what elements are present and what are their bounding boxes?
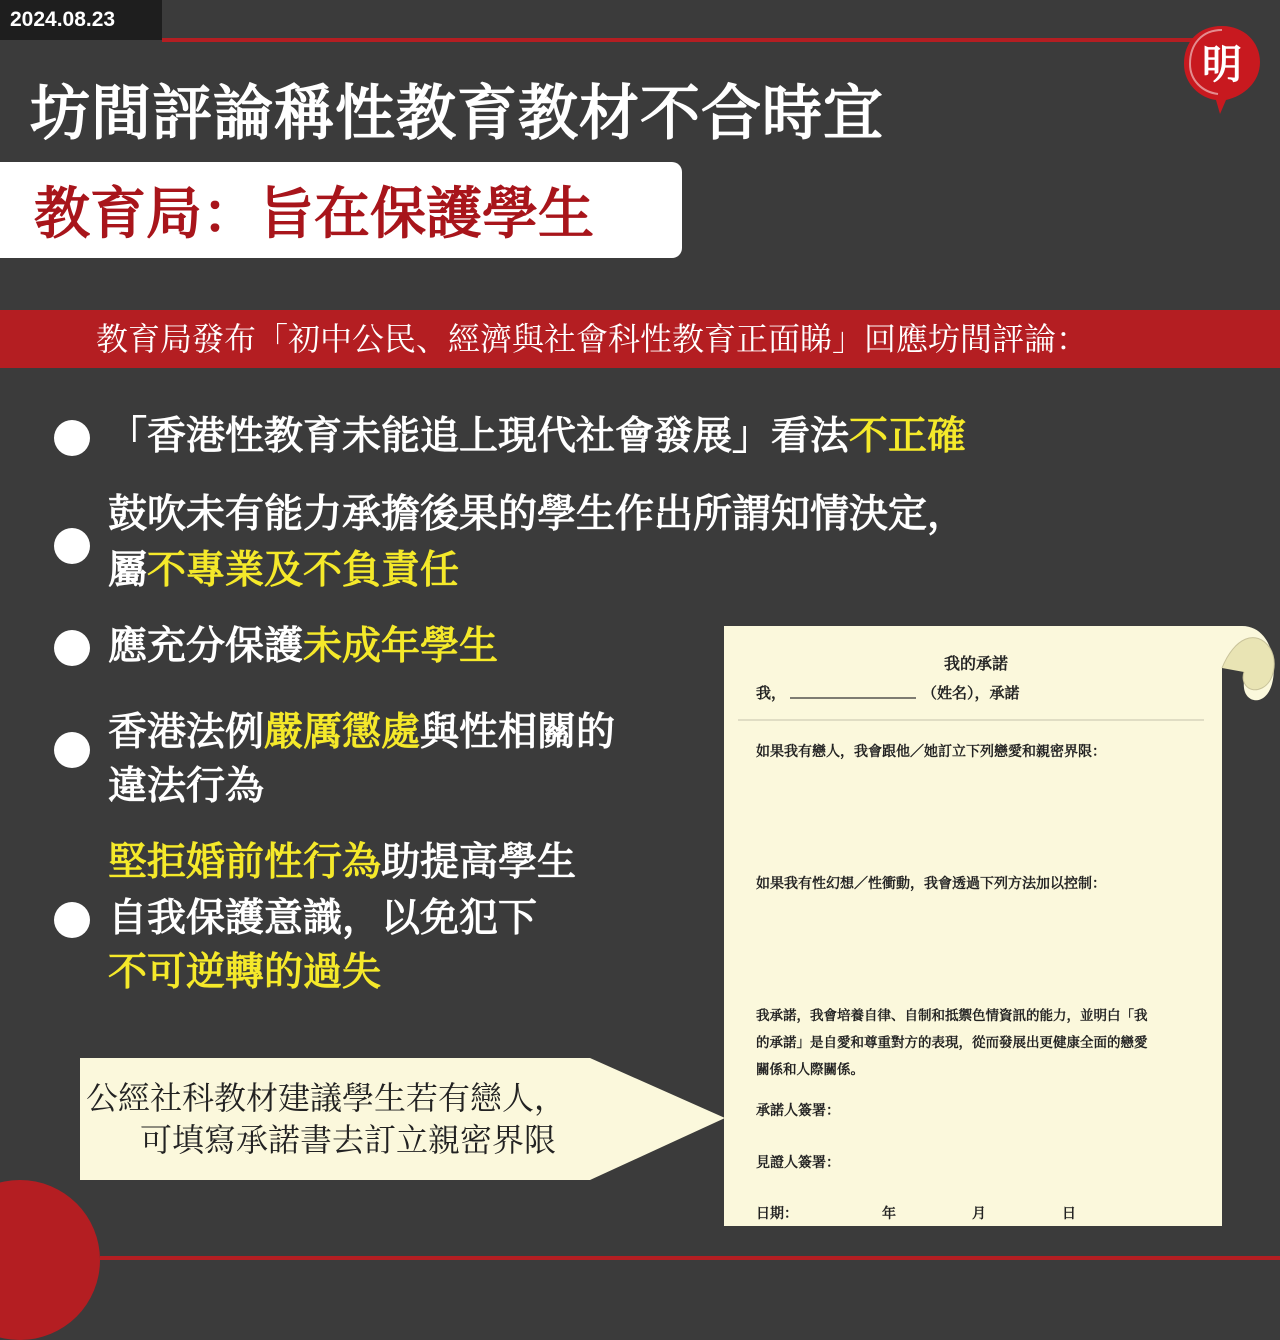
- page-subtitle: 教育局：旨在保護學生: [34, 182, 594, 247]
- logo-char: 明: [1202, 42, 1242, 88]
- pledge-day-label: 日: [1062, 1206, 1076, 1222]
- point-4-highlight: 嚴厲懲處: [264, 710, 421, 755]
- pledge-year-label: 年: [882, 1206, 896, 1222]
- point-5-line-3: 不可逆轉的過失: [108, 950, 382, 995]
- pledge-month-label: 月: [972, 1206, 986, 1222]
- point-4-text-post: 與性相關的: [420, 710, 616, 755]
- point-4-text: 香港法例: [108, 710, 265, 755]
- pledge-question-2: 如果我有性幻想／性衝動，我會透過下列方法加以控制：: [756, 876, 1106, 892]
- point-3: [108, 620, 498, 674]
- brand-logo: [1180, 20, 1264, 116]
- bullet-icon: [54, 528, 90, 564]
- bullet-icon: [54, 420, 90, 456]
- bullet-icon: [54, 732, 90, 768]
- pledge-question-1: 如果我有戀人，我會跟他／她訂立下列戀愛和親密界限：: [756, 744, 1106, 760]
- point-2-highlight: 不專業及不負責任: [147, 548, 460, 593]
- point-1: [108, 410, 966, 464]
- bullet-icon: [54, 902, 90, 938]
- callout-line-1: 公經社科教材建議學生若有戀人，: [86, 1079, 567, 1117]
- pledge-name-prefix: 我，: [756, 684, 787, 702]
- pledge-promise-line-2: 的承諾」是自愛和尊重對方的表現，從而發展出更健康全面的戀愛: [756, 1035, 1148, 1051]
- point-2-text: 屬: [108, 548, 148, 593]
- pledge-title: 我的承諾: [944, 654, 1009, 673]
- pledge-witness-label: 見證人簽署：: [756, 1155, 840, 1171]
- point-1-text: 「香港性教育未能追上現代社會發展」看法: [108, 414, 850, 459]
- pledge-date-label: 日期：: [756, 1206, 798, 1222]
- decorative-red-circle: [0, 1180, 100, 1340]
- point-2-line-1: 鼓吹未有能力承擔後果的學生作出所謂知情決定，: [108, 492, 967, 537]
- page-title: 坊間評論稱性教育教材不合時宜: [30, 79, 884, 149]
- date-label: 2024.08.23: [0, 0, 162, 40]
- point-3-highlight: 未成年學生: [303, 624, 499, 669]
- point-2-line-2: [108, 544, 459, 598]
- pledge-name-suffix: （姓名），承諾: [922, 684, 1020, 702]
- point-5-line-2: 自我保護意識，以免犯下: [108, 896, 538, 941]
- callout-arrow-box: [80, 1058, 740, 1180]
- point-4-line-2: 違法行為: [108, 764, 265, 809]
- pledge-promise-line-1: 我承諾，我會培養自律、自制和抵禦色情資訊的能力，並明白「我: [756, 1008, 1148, 1024]
- callout-line-2: 可填寫承諾書去訂立親密界限: [140, 1121, 557, 1159]
- intro-banner-text: 教育局發布「初中公民、經濟與社會科性教育正面睇」回應坊間評論：: [96, 320, 1089, 358]
- point-4-line-1: [108, 706, 615, 760]
- point-3-text: 應充分保護: [108, 624, 304, 669]
- bullet-icon: [54, 630, 90, 666]
- top-divider: [162, 38, 1202, 42]
- point-5-highlight: 堅拒婚前性行為: [108, 840, 382, 885]
- point-1-highlight: 不正確: [849, 414, 967, 459]
- point-5-text: 助提高學生: [381, 840, 577, 885]
- pledge-document: [722, 622, 1280, 1228]
- pledge-promise-line-3: 關係和人際關係。: [756, 1062, 864, 1078]
- pledge-signer-label: 承諾人簽署：: [756, 1103, 840, 1119]
- bottom-divider: [100, 1256, 1280, 1260]
- point-5-line-1: [108, 836, 576, 890]
